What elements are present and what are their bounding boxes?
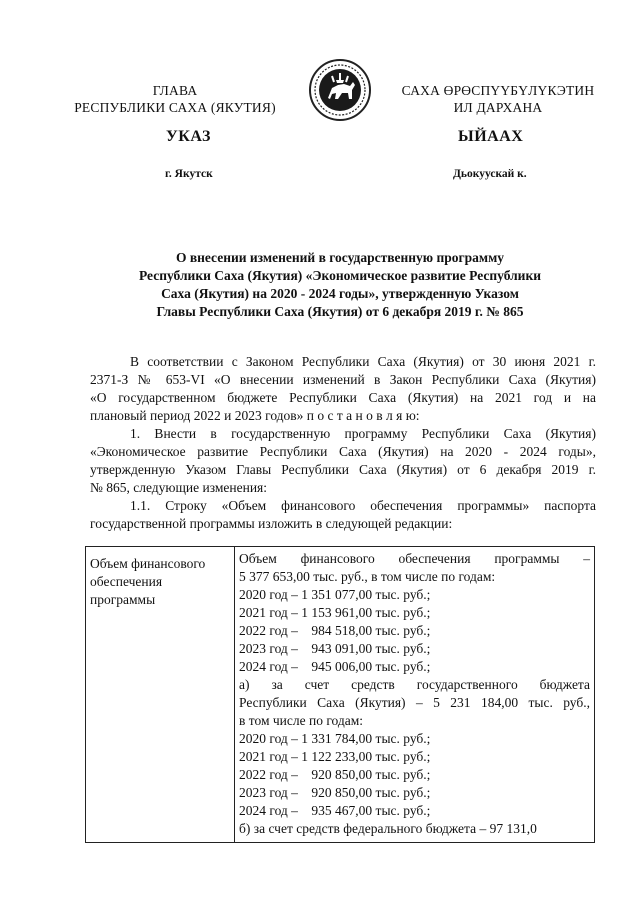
value-line: Республики Саха (Якутия) – 5 231 184,00 тыс. руб., — [239, 695, 590, 710]
body-line: утвержденную Указом Главы Республики Саха (Якутия) от 6 декабря 2019 г. — [90, 462, 596, 477]
value-line: 2021 год – 1 153 961,00 тыс. руб.; — [239, 605, 431, 620]
value-line: Объем финансового обеспечения программы – — [239, 551, 590, 566]
value-line: в том числе по годам: — [239, 713, 364, 728]
table-label-cell — [86, 547, 235, 843]
issuer-right — [388, 82, 608, 116]
decree-body — [90, 353, 596, 533]
issuer-left — [70, 82, 280, 116]
title-line: О внесении изменений в государственную программу — [175, 250, 505, 265]
body-line: «О государственном бюджете Республики Саха (Якутия) на 2021 год и на — [90, 390, 596, 405]
body-line: плановый период 2022 и 2023 годов» п о с т а н о в л я ю: — [90, 408, 420, 423]
label-line: Объем финансового — [90, 556, 206, 571]
city-left: г. Якутск — [165, 168, 213, 180]
table-value-cell — [235, 547, 595, 843]
value-line: 2022 год – 920 850,00 тыс. руб.; — [239, 767, 431, 782]
value-line: 2021 год – 1 122 233,00 тыс. руб.; — [239, 749, 431, 764]
body-line: 1. Внести в государственную программу Республики Саха (Якутия) — [130, 426, 596, 441]
table-row — [86, 547, 595, 843]
body-line: № 865, следующие изменения: — [90, 480, 268, 495]
issuer-left-line1: ГЛАВА — [152, 83, 198, 98]
body-line: «Экономическое развитие Республики Саха (Якутия) на 2020 - 2024 годы», — [90, 444, 596, 459]
label-line: обеспечения — [90, 574, 163, 589]
title-line: Саха (Якутия) на 2020 - 2024 годы», утвержденную Указом — [161, 286, 519, 301]
city-right: Дьокуускай к. — [453, 168, 527, 180]
value-line: 2023 год – 943 091,00 тыс. руб.; — [239, 641, 431, 656]
value-line: 2024 год – 945 006,00 тыс. руб.; — [239, 659, 431, 674]
body-line: 1.1. Строку «Объем финансового обеспечения программы» паспорта — [130, 498, 596, 513]
value-line: 2022 год – 984 518,00 тыс. руб.; — [239, 623, 431, 638]
doc-type-right: ЫЙААХ — [458, 128, 524, 145]
body-line: В соответствии с Законом Республики Саха (Якутия) от 30 июня 2021 г. — [130, 354, 596, 369]
value-line: 5 377 653,00 тыс. руб., в том числе по годам: — [239, 569, 496, 584]
title-line: Республики Саха (Якутия) «Экономическое развитие Республики — [138, 268, 542, 283]
body-line: 2371-З № 653-VI «О внесении изменений в Закон Республики Саха (Якутия) — [90, 372, 596, 387]
doc-type-left: УКАЗ — [166, 128, 211, 145]
value-line: 2020 год – 1 331 784,00 тыс. руб.; — [239, 731, 431, 746]
issuer-left-line2: РЕСПУБЛИКИ САХА (ЯКУТИЯ) — [74, 100, 276, 115]
financing-table — [85, 546, 595, 843]
decree-title — [90, 249, 590, 321]
value-line: 2023 год – 920 850,00 тыс. руб.; — [239, 785, 431, 800]
issuer-right-line2: ИЛ ДАРХАНА — [453, 100, 543, 115]
title-line: Главы Республики Саха (Якутия) от 6 декабря 2019 г. № 865 — [156, 304, 524, 319]
emblem-icon — [308, 58, 372, 122]
value-line: а) за счет средств государственного бюджета — [239, 677, 590, 692]
label-line: программы — [90, 592, 156, 607]
body-line: государственной программы изложить в следующей редакции: — [90, 516, 453, 531]
issuer-right-line1: САХА ӨРӨСПҮҮБҮЛҮКЭТИН — [401, 83, 595, 98]
value-line: б) за счет средств федерального бюджета – 97 131,0 — [239, 821, 537, 836]
value-line: 2020 год – 1 351 077,00 тыс. руб.; — [239, 587, 431, 602]
coat-of-arms-emblem — [308, 58, 372, 122]
value-line: 2024 год – 935 467,00 тыс. руб.; — [239, 803, 431, 818]
